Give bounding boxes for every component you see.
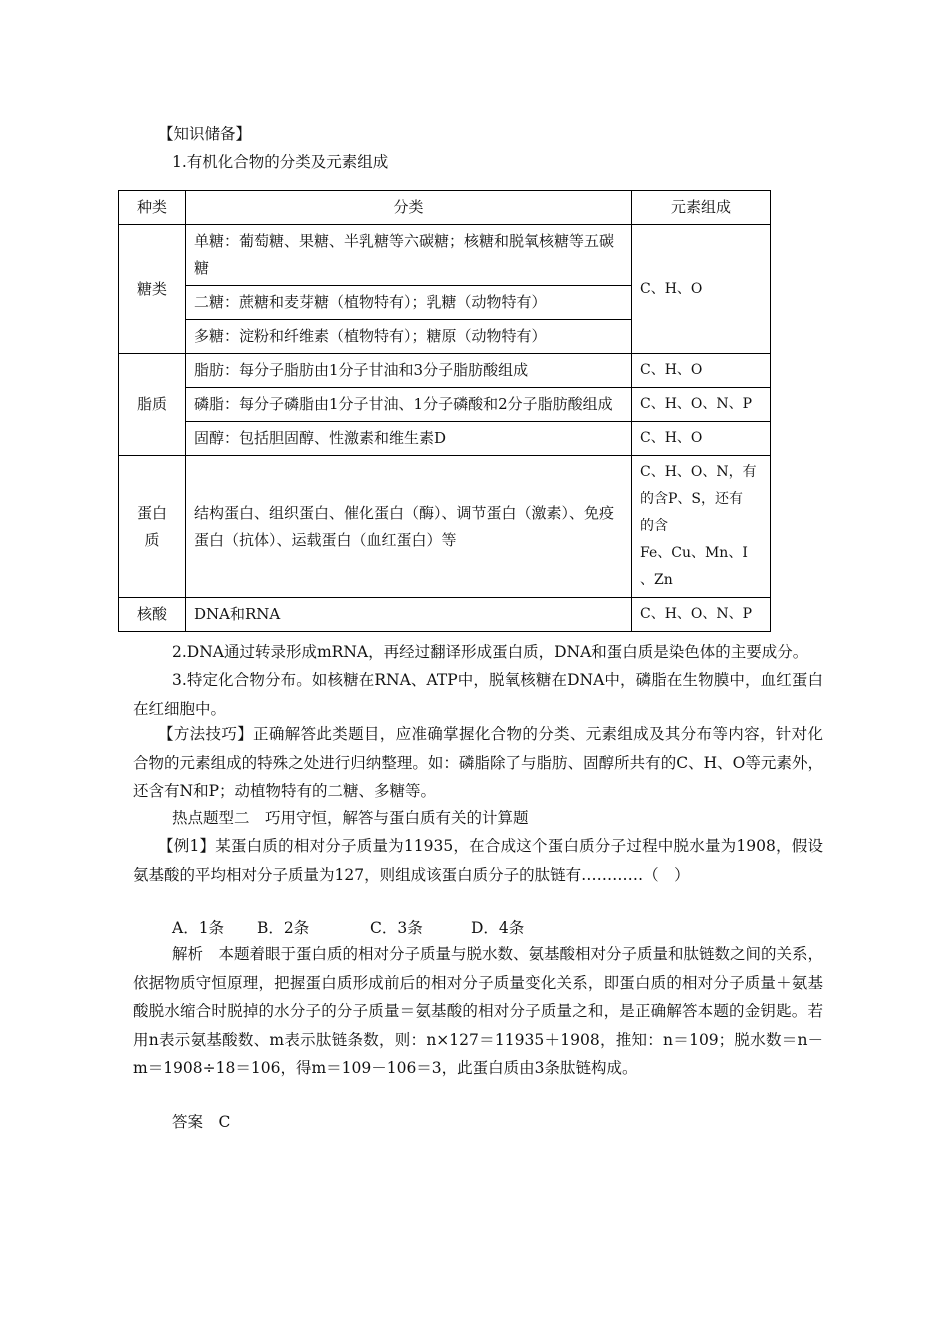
hot-topic-title: 热点题型二 巧用守恒，解答与蛋白质有关的计算题	[172, 809, 529, 827]
protein-elements	[632, 456, 771, 598]
nucleic-description: DNA和RNA	[186, 598, 632, 632]
table-row	[119, 225, 771, 286]
lipid-fat-elements: C、H、O	[632, 354, 771, 388]
protein-elements-line-5: 、Zn	[640, 572, 673, 588]
lipid-phospholipid-elements: C、H、O、N、P	[632, 388, 771, 422]
lipid-fat: 脂肪：每分子脂肪由1分子甘油和3分子脂肪酸组成	[186, 354, 632, 388]
method-tips: 【方法技巧】正确解答此类题目，应准确掌握化合物的分类、元素组成及其分布等内容，针对化合物的元素组成的特殊之处进行归纳整理。如：磷脂除了与脂肪、固醇所共有的C、H、O等元素外，还含有N和P；动植物特有的二糖、多糖等。	[133, 725, 823, 800]
header-elements: 元素组成	[632, 191, 771, 225]
section-heading: 【知识储备】	[158, 125, 252, 143]
category-lipid: 脂质	[119, 354, 186, 456]
protein-description: 结构蛋白、组织蛋白、催化蛋白（酶）、调节蛋白（激素）、免疫蛋白（抗体）、运载蛋白（血红蛋白）等	[186, 456, 632, 598]
protein-elements-line-2: 的含P、S，还有	[640, 491, 744, 507]
category-protein	[119, 456, 186, 598]
sugar-elements: C、H、O	[632, 225, 771, 354]
item-3: 3.特定化合物分布。如核糖在RNA、ATP中，脱氧核糖在DNA中，磷脂在生物膜中，血红蛋白在红细胞中。	[133, 671, 823, 718]
table-row	[119, 388, 771, 422]
compound-table	[118, 190, 771, 632]
nucleic-elements: C、H、O、N、P	[632, 598, 771, 632]
table-row	[119, 422, 771, 456]
option-b: B．2条	[257, 919, 310, 937]
option-c: C．3条	[370, 919, 423, 937]
category-protein-line-2: 质	[144, 530, 160, 549]
table-row	[119, 354, 771, 388]
item-1-title: 1.有机化合物的分类及元素组成	[172, 153, 389, 171]
lipid-sterol-elements: C、H、O	[632, 422, 771, 456]
sugar-disaccharide: 二糖：蔗糖和麦芽糖（植物特有）；乳糖（动物特有）	[186, 286, 632, 320]
lipid-sterol: 固醇：包括胆固醇、性激素和维生素D	[186, 422, 632, 456]
category-sugar: 糖类	[119, 225, 186, 354]
category-protein-line-1: 蛋白	[136, 503, 167, 522]
lipid-phospholipid: 磷脂：每分子磷脂由1分子甘油、1分子磷酸和2分子脂肪酸组成	[186, 388, 632, 422]
sugar-polysaccharide: 多糖：淀粉和纤维素（植物特有）；糖原（动物特有）	[186, 320, 632, 354]
option-a: A．1条	[172, 919, 225, 937]
protein-elements-line-3: 的含	[640, 518, 668, 534]
sugar-monosaccharide: 单糖：葡萄糖、果糖、半乳糖等六碳糖；核糖和脱氧核糖等五碳糖	[186, 225, 632, 286]
analysis: 解析 本题着眼于蛋白质的相对分子质量与脱水数、氨基酸相对分子质量和肽链数之间的关系，依据物质守恒原理，把握蛋白质形成前后的相对分子质量变化关系，即蛋白质的相对分子质量＋氨基酸脱水缩合时脱掉的水分子的分子质量＝氨基酸的相对分子质量之和，是正确解答本题的金钥匙。若用n表示氨基酸数、m表示肽链条数，则：n×127＝11935＋1908，推知：n＝109；脱水数＝n－m＝1908÷18＝106，得m＝109－106＝3，此蛋白质由3条肽链构成。	[133, 945, 824, 1077]
category-nucleic-acid: 核酸	[119, 598, 186, 632]
example-question: 【例1】某蛋白质的相对分子质量为11935，在合成这个蛋白质分子过程中脱水量为1908，假设氨基酸的平均相对分子质量为127，则组成该蛋白质分子的肽链有…………（ ）	[133, 837, 823, 884]
protein-elements-line-1: C、H、O、N，有	[640, 464, 757, 480]
table-row	[119, 456, 771, 598]
answer: 答案 C	[172, 1113, 231, 1131]
table-row	[119, 598, 771, 632]
option-d: D．4条	[471, 919, 525, 937]
header-type: 种类	[119, 191, 186, 225]
header-classification: 分类	[186, 191, 632, 225]
item-2: 2.DNA通过转录形成mRNA，再经过翻译形成蛋白质，DNA和蛋白质是染色体的主要成分。	[172, 643, 809, 661]
table-header-row	[119, 191, 771, 225]
protein-elements-line-4: Fe、Cu、Mn、I	[640, 545, 748, 561]
